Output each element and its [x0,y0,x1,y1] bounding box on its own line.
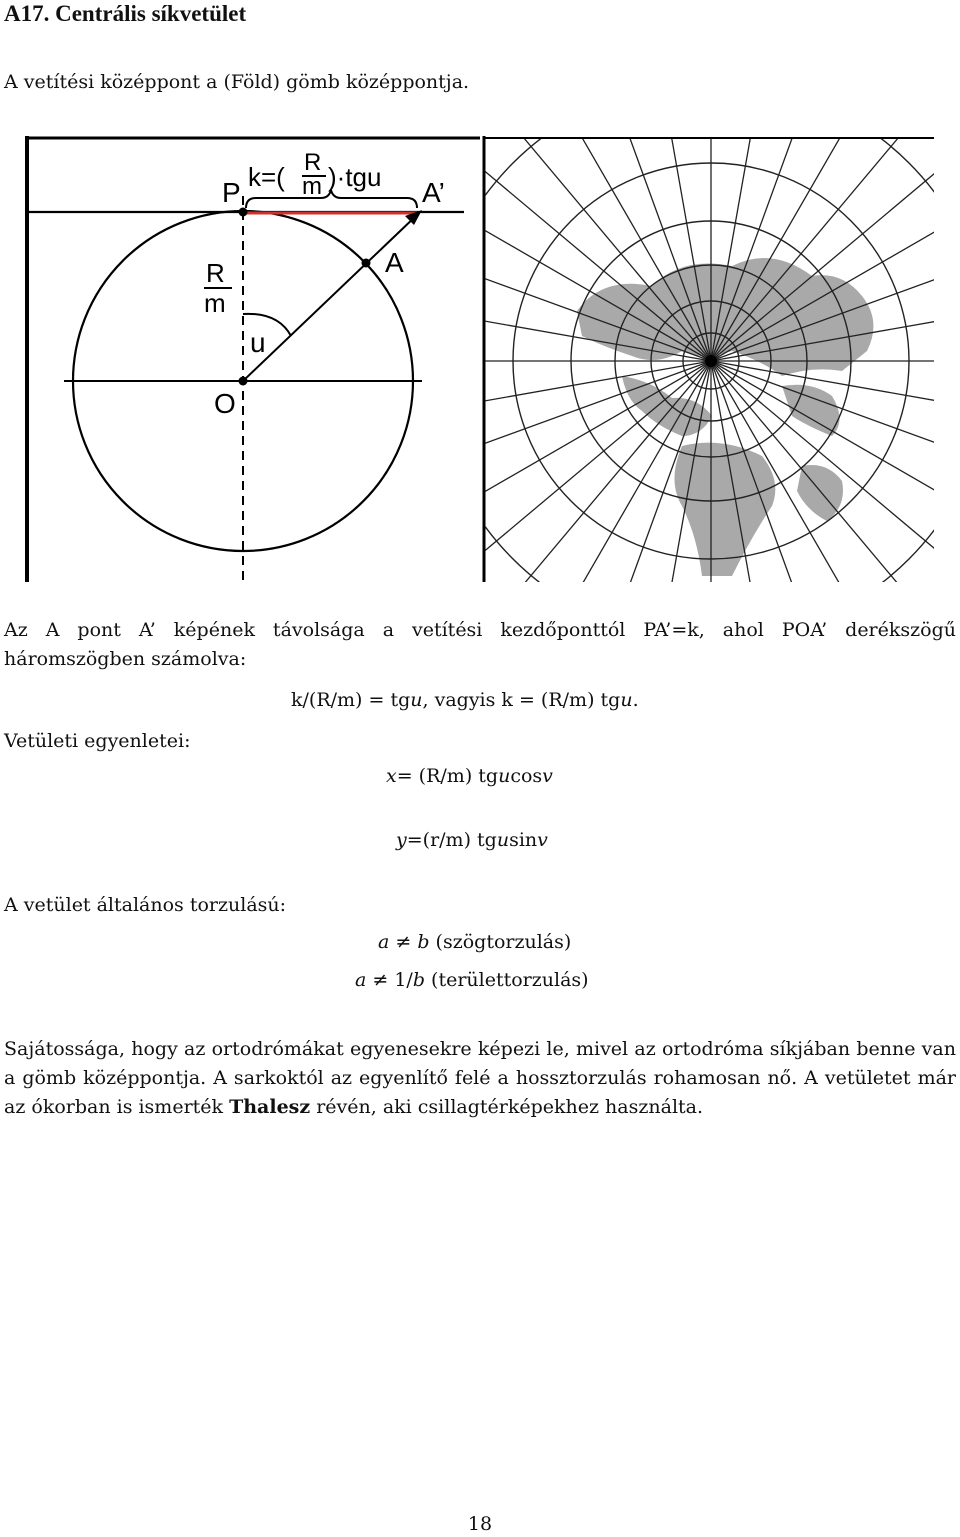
equation-x [386,764,553,788]
brace-k [246,190,417,208]
closing-part2: révén, aki csillagtérképekhez használta. [310,1096,704,1118]
dist2-b: b [412,969,425,991]
label-k-R: R [304,149,322,176]
point-P [239,208,248,217]
paragraph-distance: Az A pont A’ képének távolsága a vetítési kezdőponttól PA’=k, ahol POA’ derékszögű háromszögben számolva: [4,619,956,670]
label-m: m [204,288,226,318]
gnomonic-grid-figure [482,136,934,582]
land-masses [577,258,873,576]
formula-k-var1: u [410,689,423,711]
label-A: A [385,247,404,278]
land-arabia [797,465,843,521]
formula-k-part3: . [632,689,639,711]
formula-k-var2: u [620,689,633,711]
eq-x-var: x [386,765,397,787]
formula-k-part2: , vagyis k = (R/m) tg [422,689,621,711]
page-title: A17. Centrális síkvetület [4,1,247,26]
closing-part1: Sajátossága, hogy az ortodrómákat egyenesekre képezi le, mivel az ortodróma síkjában benne van a gömb középpontja. A sarkoktól az egyenlítő felé a hossztorzulás rohamosan nő. A vetületet már az ókorban is ismerték [4,1038,956,1118]
distortion-label: A vetület általános torzulású: [4,894,287,916]
dist2-one: 1/ [394,969,413,991]
dist2-a: a [355,969,367,991]
eq-y-u: u [496,829,510,851]
closing-paragraph [4,1035,956,1122]
label-O: O [214,388,236,419]
label-P: P [222,177,241,208]
intro-text: A vetítési középpont a (Föld) gömb középpontja. [4,71,470,93]
formula-k-part1: k/(R/m) = tg [291,689,411,711]
label-A-prime: A’ [422,177,445,208]
point-A [362,259,371,268]
pole-point [705,355,717,367]
distortion-angle [378,930,571,954]
dist1-a: a [378,931,390,953]
formula-k [291,688,639,712]
eq-x-u: u [498,765,511,787]
label-u: u [250,327,266,358]
dist1-text: (szögtorzulás) [429,931,572,953]
eq-x-b: cos [510,765,543,787]
label-R: R [206,258,225,288]
page-number: 18 [467,1513,493,1535]
dist1-b: b [417,931,430,953]
label-k-m: m [302,173,322,200]
equations-label: Vetületi egyenletei: [4,730,191,752]
label-k-suffix: )·tgu [328,162,382,192]
label-k-prefix: k=( [248,162,285,192]
eq-x-v: v [542,765,553,787]
closing-bold-name: Thalesz [229,1096,311,1118]
dist1-neq: ≠ [389,931,418,953]
equation-y [396,828,548,852]
land-africa [675,443,776,576]
distortion-area [355,968,589,992]
eq-y-b: sin [509,829,538,851]
land-europe [622,376,712,436]
point-O [239,377,248,386]
dist2-text: (területtorzulás) [425,969,589,991]
projection-geometry-figure [24,136,480,582]
eq-y-a: =(r/m) tg [406,829,497,851]
eq-y-v: v [537,829,548,851]
eq-x-a: = (R/m) tg [396,765,499,787]
dist2-neq: ≠ [366,969,395,991]
eq-y-var: y [396,829,407,851]
